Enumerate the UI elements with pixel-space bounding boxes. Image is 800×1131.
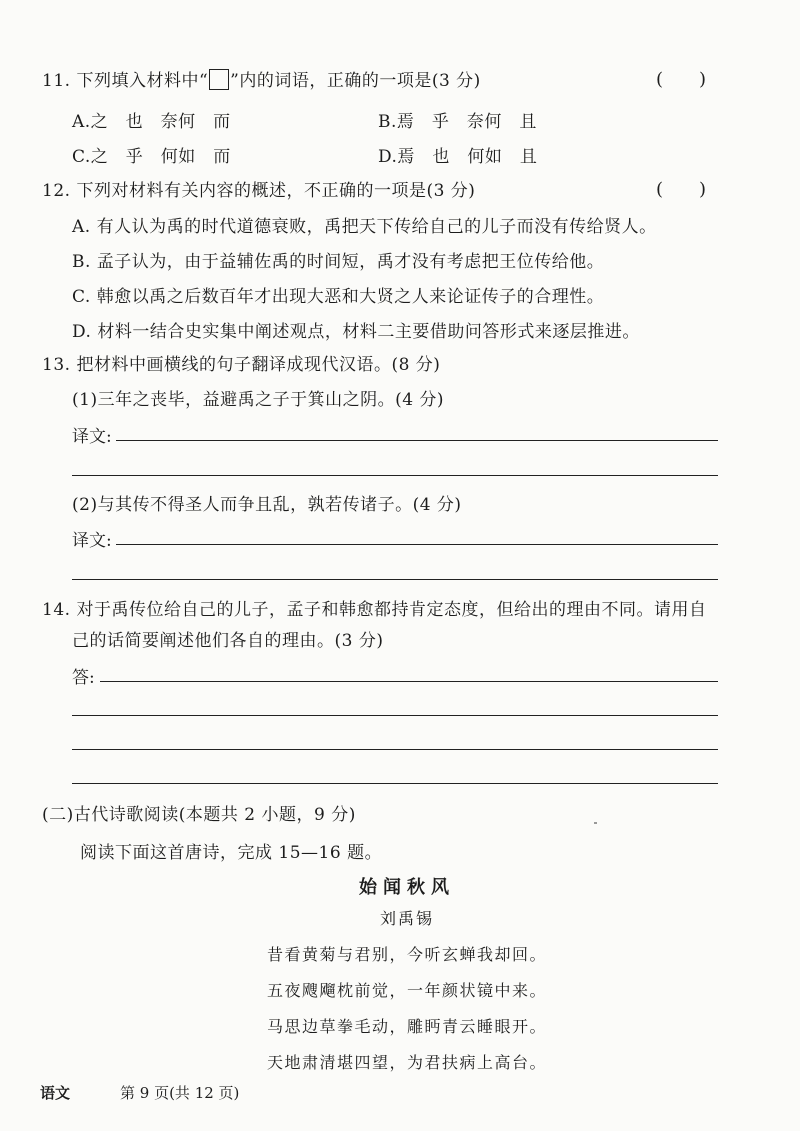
q12-option-a: A. 有人认为禹的时代道德衰败，禹把天下传给自己的儿子而没有传给贤人。 [72, 217, 657, 237]
q11-answer-paren: ( ) [656, 69, 707, 90]
q11-option-b: B.焉 乎 奈何 且 [378, 112, 537, 132]
q12-option-c: C. 韩愈以禹之后数百年才出现大恶和大贤之人来论证传子的合理性。 [72, 287, 605, 307]
q11-stem-suffix: ”内的词语，正确的一项是(3 分) [230, 71, 481, 91]
q11-option-c: C.之 乎 何如 而 [72, 147, 231, 167]
poem-line-2: 五夜飕飗枕前觉，一年颜状镜中来。 [266, 981, 547, 1000]
section2-instruction: 阅读下面这首唐诗，完成 15—16 题。 [80, 843, 383, 863]
q13-answer1-label: 译文: [72, 427, 112, 447]
poem-title: 始闻秋风 [359, 877, 455, 898]
q12-stem: 12. 下列对材料有关内容的概述，不正确的一项是(3 分) [42, 181, 476, 201]
poem-author: 刘禹锡 [379, 909, 434, 928]
q13-stem: 13. 把材料中画横线的句子翻译成现代汉语。(8 分) [42, 355, 441, 375]
q12-answer-paren: ( ) [656, 179, 707, 200]
section2-heading: (二)古代诗歌阅读(本题共 2 小题，9 分) [42, 805, 356, 825]
q13-answer1-line[interactable] [116, 440, 718, 441]
q14-stem-line1: 14. 对于禹传位给自己的儿子，孟子和韩愈都持肯定态度，但给出的理由不同。请用自 [42, 600, 707, 620]
q11-option-a: A.之 也 奈何 而 [72, 112, 231, 132]
q14-answer-line3[interactable] [72, 749, 718, 750]
q14-stem-line2: 己的话简要阐述他们各自的理由。(3 分) [72, 631, 384, 651]
poem-line-1: 昔看黄菊与君别，今听玄蝉我却回。 [266, 945, 547, 964]
q14-answer-label: 答: [72, 668, 95, 688]
q13-answer1-line2[interactable] [72, 475, 718, 476]
q14-answer-line2[interactable] [72, 715, 718, 716]
q11-stem-prefix: 11. 下列填入材料中“ [42, 71, 209, 91]
poem-line-3: 马思边草拳毛动，雕眄青云睡眼开。 [266, 1017, 547, 1036]
q14-answer-line1[interactable] [100, 681, 718, 682]
q12-option-d: D. 材料一结合史实集中阐述观点，材料二主要借助问答形式来逐层推进。 [72, 322, 640, 342]
q13-sub1: (1)三年之丧毕，益避禹之子于箕山之阴。(4 分) [72, 390, 445, 410]
scan-speck [594, 822, 597, 824]
q13-answer2-line2[interactable] [72, 579, 718, 580]
footer-page-number: 第 9 页(共 12 页) [120, 1084, 240, 1102]
q11-option-d: D.焉 也 何如 且 [378, 147, 538, 167]
q13-sub2: (2)与其传不得圣人而争且乱，孰若传诸子。(4 分) [72, 495, 462, 515]
q13-answer2-line[interactable] [116, 544, 718, 545]
blank-box [209, 69, 229, 90]
q12-option-b: B. 孟子认为，由于益辅佐禹的时间短，禹才没有考虑把王位传给他。 [72, 252, 605, 272]
q11-stem [42, 66, 481, 91]
footer-subject: 语文 [40, 1084, 71, 1102]
poem-line-4: 天地肃清堪四望，为君扶病上高台。 [266, 1053, 547, 1072]
q13-answer2-label: 译文: [72, 531, 112, 551]
q14-answer-line4[interactable] [72, 783, 718, 784]
